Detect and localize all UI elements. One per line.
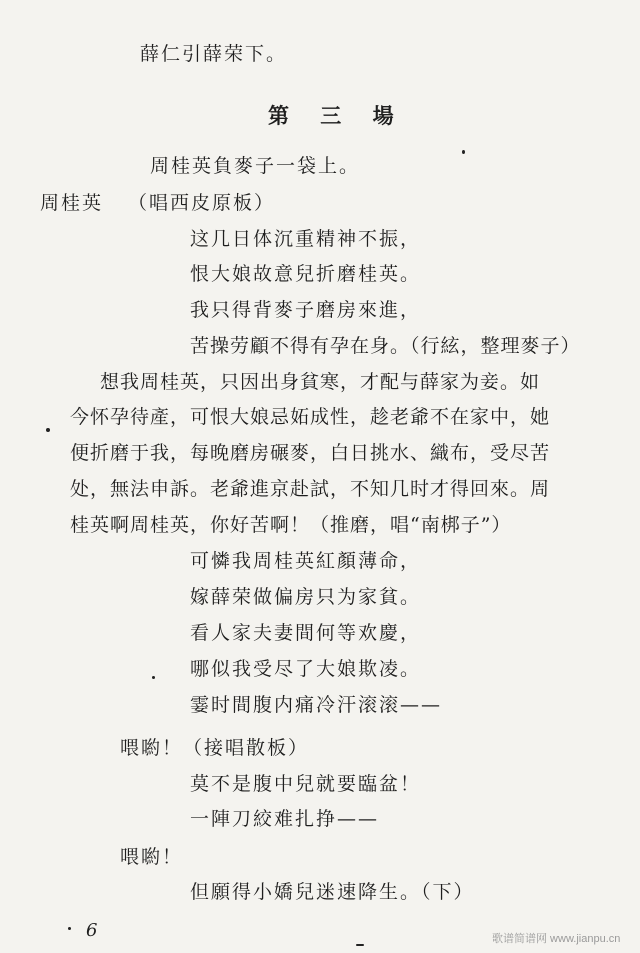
verse-line: 苦操劳顧不得有孕在身。（行絃，整理麥子） (190, 335, 581, 357)
ink-speck (462, 150, 465, 154)
verse-line: 看人家夫妻間何等欢慶， (190, 622, 422, 644)
ink-speck (46, 428, 50, 432)
verse-line: 霎时間腹内痛冷汗滚滚—— (190, 694, 443, 716)
verse-line: 哪似我受尽了大娘欺凌。 (190, 658, 422, 680)
verse-line: 恨大娘故意兒折磨桂英。 (190, 263, 422, 285)
monologue-line: 桂英啊周桂英，你好苦啊！（推磨，唱“南梆子”） (70, 514, 512, 536)
monologue-line: 今怀孕待產，可恨大娘忌妬成性，趁老爺不在家中，她 (70, 406, 551, 428)
monologue-line: 处，無法申訴。老爺進京赴試，不知几时才得回來。周 (70, 478, 551, 500)
verse-line: 嫁薛荣做偏房只为家貧。 (190, 586, 422, 608)
exclamation: 喂喲！（接唱散板） (120, 737, 310, 759)
monologue-line: 想我周桂英，只因出身貧寒，才配与薛家为妾。如 (100, 371, 541, 393)
watermark: 歌谱简谱网 www.jianpu.cn (492, 933, 621, 945)
verse-line: 这几日体沉重精神不振， (190, 228, 422, 250)
page-number: 6 (86, 920, 98, 941)
ink-speck (356, 944, 364, 946)
speaker-name: 周桂英 (40, 192, 104, 214)
monologue-line: 便折磨于我，每晚磨房碾麥，白日挑水、織布，受尽苦 (70, 442, 551, 464)
verse-line: 一陣刀絞难扎挣—— (190, 808, 380, 830)
ink-speck (68, 927, 71, 930)
exclamation: 喂喲！ (120, 846, 184, 868)
verse-line: 莫不是腹中兒就要臨盆！ (190, 773, 422, 795)
verse-line: 我只得背麥子磨房來進， (190, 299, 422, 321)
verse-line: 可憐我周桂英紅顏薄命， (190, 550, 422, 572)
ink-speck (152, 676, 155, 679)
stage-direction-top: 薛仁引薛荣下。 (140, 43, 288, 65)
stage-direction-entry: 周桂英負麥子一袋上。 (150, 155, 361, 177)
scene-title: 第 三 場 (268, 103, 406, 128)
aria-note: （唱西皮原板） (128, 192, 276, 214)
verse-line: 但願得小嬌兒迷速降生。（下） (190, 881, 475, 903)
